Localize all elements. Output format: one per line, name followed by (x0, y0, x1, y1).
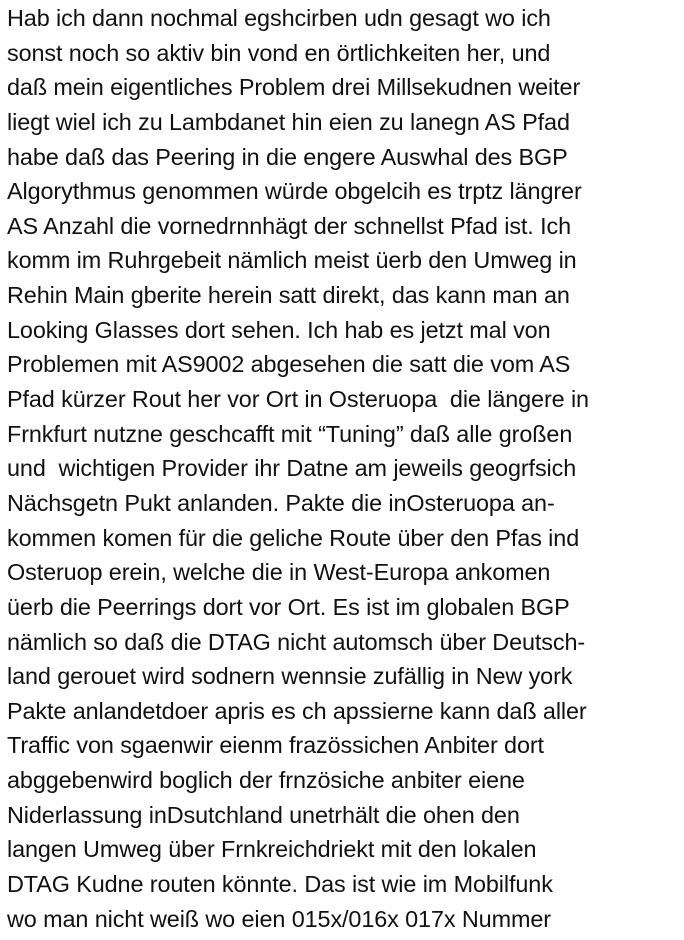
body-text (7, 0, 684, 936)
text-line: und wichtigen Provider ihr Datne am jeweils geogrfsich (7, 455, 577, 482)
text-line: DTAG Kudne routen könnte. Das ist wie im Mobilfunk (7, 871, 553, 898)
text-line: Algorythmus genommen würde obgelcih es trptz längrer (7, 178, 582, 205)
text-line: liegt wiel ich zu Lambdanet hin eien zu lanegn AS Pfad (7, 108, 570, 135)
text-line: Pakte anlandetdoer apris es ch apssierne kann daß aller (7, 697, 587, 724)
text-line: Problemen mit AS9002 abgesehen die satt die vom AS (7, 351, 571, 378)
text-line: Osteruop erein, welche die in West-Europa ankomen (7, 559, 551, 586)
text-line: Looking Glasses dort sehen. Ich hab es jetzt mal von (7, 316, 551, 343)
text-line: Hab ich dann nochmal egshcirben udn gesagt wo ich (7, 5, 551, 31)
text-line: Niderlassung inDsutchland unetrhält die ohen den (7, 801, 520, 828)
text-line: daß mein eigentliches Problem drei Millsekudnen weiter (7, 74, 581, 101)
text-line: Frnkfurt nutzne geschcafft mit “Tuning” daß alle großen (7, 420, 573, 447)
text-line: üerb die Peerrings dort vor Ort. Es ist im globalen BGP (7, 593, 570, 620)
text-line: wo man nicht weiß wo eien 015x/016x 017x Nummer (7, 905, 551, 932)
text-line: komm im Ruhrgebeit nämlich meist üerb den Umweg in (7, 247, 577, 274)
text-line: abggebenwird boglich der frnzösiche anbiter eiene (7, 767, 525, 794)
text-line: AS Anzahl die vornedrnnhägt der schnellst Pfad ist. Ich (7, 212, 572, 239)
text-line: land gerouet wird sodnern wennsie zufällig in New york (7, 663, 573, 690)
text-line: Rehin Main gberite herein satt direkt, das kann man an (7, 282, 570, 309)
text-line: habe daß das Peering in die engere Auswhal des BGP (7, 143, 568, 170)
text-line: Traffic von sgaenwir eienm frazössichen Anbiter dort (7, 732, 544, 759)
text-line: Nächsgetn Pukt anlanden. Pakte die inOsteruopa an- (7, 489, 555, 516)
text-line: langen Umweg über Frnkreichdriekt mit den lokalen (7, 836, 537, 863)
text-line: sonst noch so aktiv bin vond en örtlichkeiten her, und (7, 39, 551, 66)
text-line: kommen komen für die geliche Route über den Pfas ind (7, 524, 580, 551)
text-line: nämlich so daß die DTAG nicht automsch über Deutsch- (7, 628, 586, 655)
text-line: Pfad kürzer Rout her vor Ort in Osteruopa die längere in (7, 386, 589, 413)
